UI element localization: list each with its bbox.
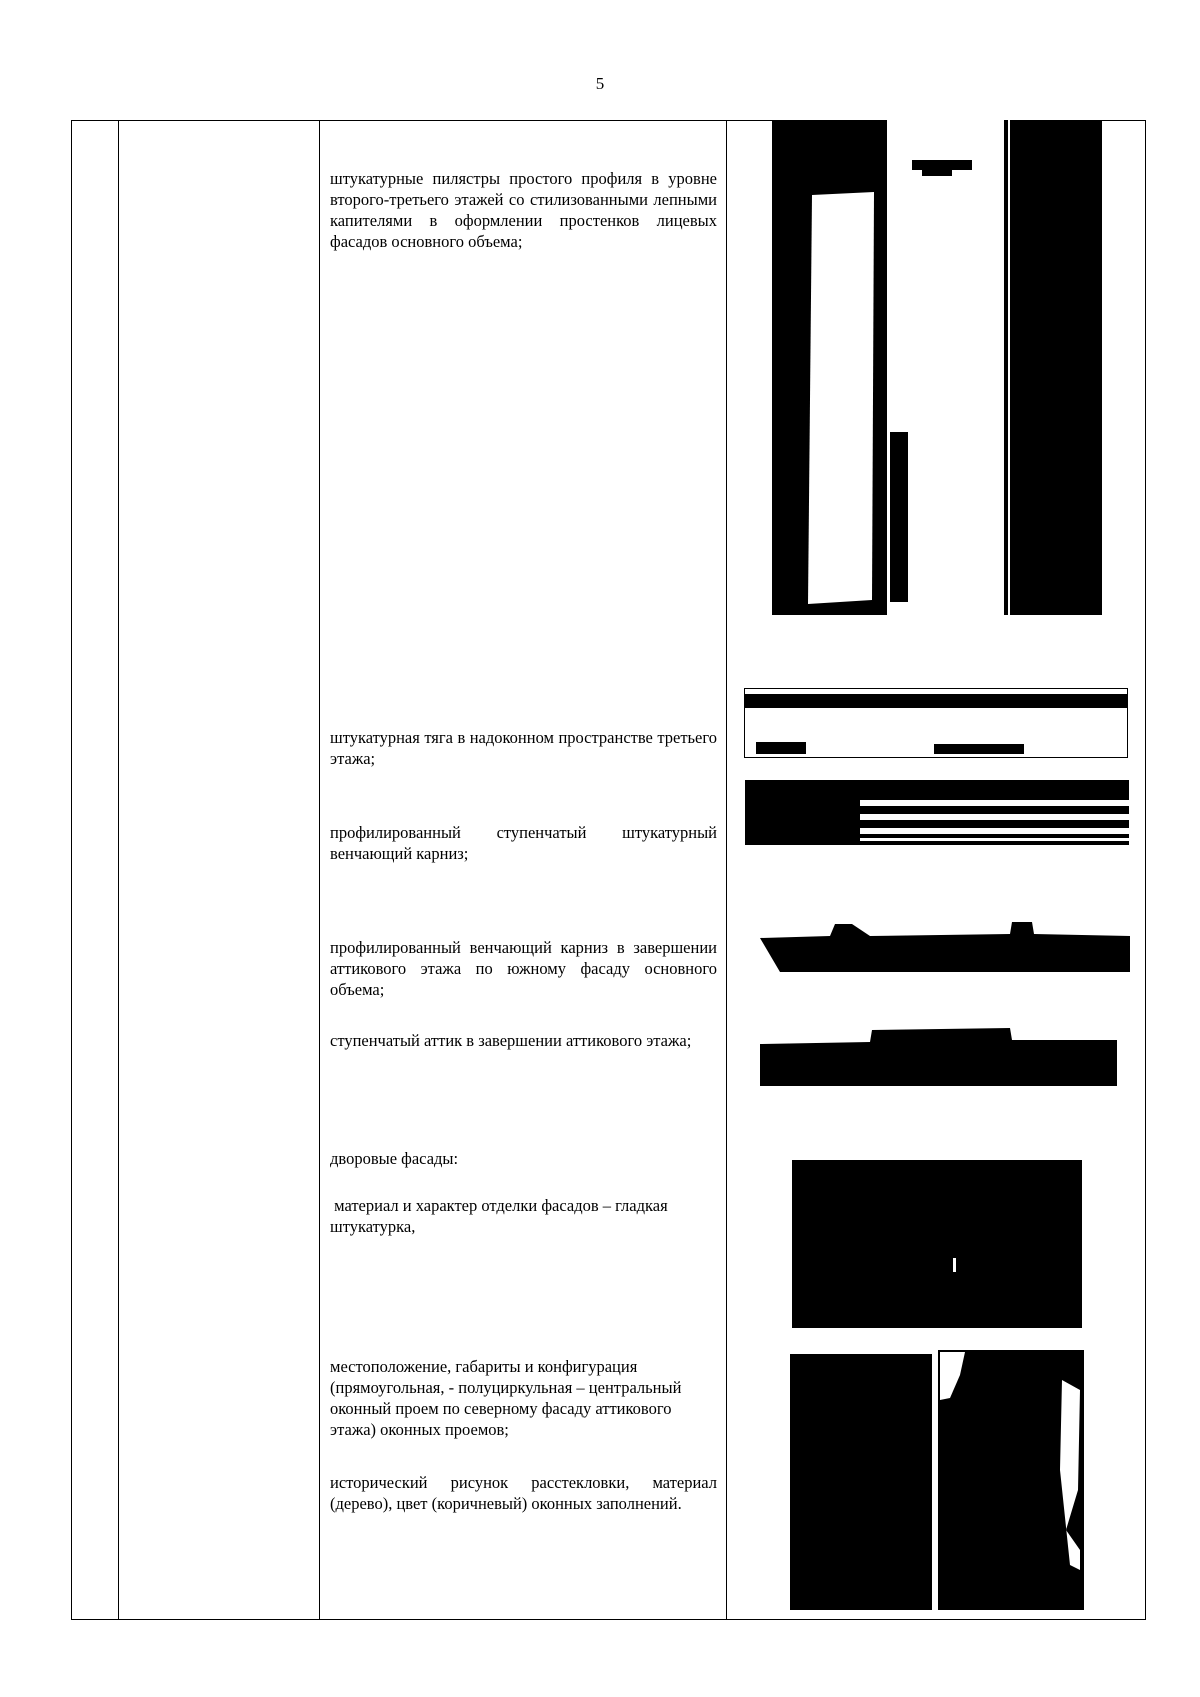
- item-attic-cornice: профилированный венчающий карниз в завершении аттикового этажа по южному фасаду основного объема;: [330, 938, 717, 999]
- item-string-course: штукатурная тяга в надоконном пространстве третьего этажа;: [330, 728, 717, 768]
- item-window-fillings: исторический рисунок расстекловки, материал (дерево), цвет (коричневый) оконных заполнений.: [330, 1473, 717, 1513]
- photo-attic-cornice: [760, 916, 1130, 972]
- column-divider-1: [118, 120, 119, 1620]
- photo-window-openings: [790, 1350, 1084, 1610]
- photo-courtyard-facade: [792, 1160, 1082, 1328]
- photo-stepped-attic: [760, 1026, 1117, 1086]
- page-number: 5: [595, 74, 605, 93]
- item-stepped-attic: ступенчатый аттик в завершении аттикового этажа;: [330, 1031, 692, 1050]
- item-stepped-cornice: профилированный ступенчатый штукатурный венчающий карниз;: [330, 823, 717, 863]
- item-pilasters: штукатурные пилястры простого профиля в уровне второго-третьего этажей со стилизованными лепными капителями в оформлении простенков лицевых фасадов основного объема;: [330, 169, 717, 251]
- photo-pilasters: [772, 120, 1102, 620]
- photo-string-course: [744, 688, 1128, 758]
- column-divider-2: [319, 120, 320, 1620]
- item-courtyard-facades: дворовые фасады:: [330, 1149, 459, 1168]
- item-finish-material: материал и характер отделки фасадов – гладкая штукатурка,: [330, 1196, 672, 1236]
- photo-stepped-cornice: [745, 780, 1129, 845]
- item-window-openings: местоположение, габариты и конфигурация (прямоугольная, - полуциркульная – центральный оконный проем по северному фасаду аттикового этажа) оконных проемов;: [330, 1357, 682, 1439]
- column-divider-3: [726, 120, 727, 1620]
